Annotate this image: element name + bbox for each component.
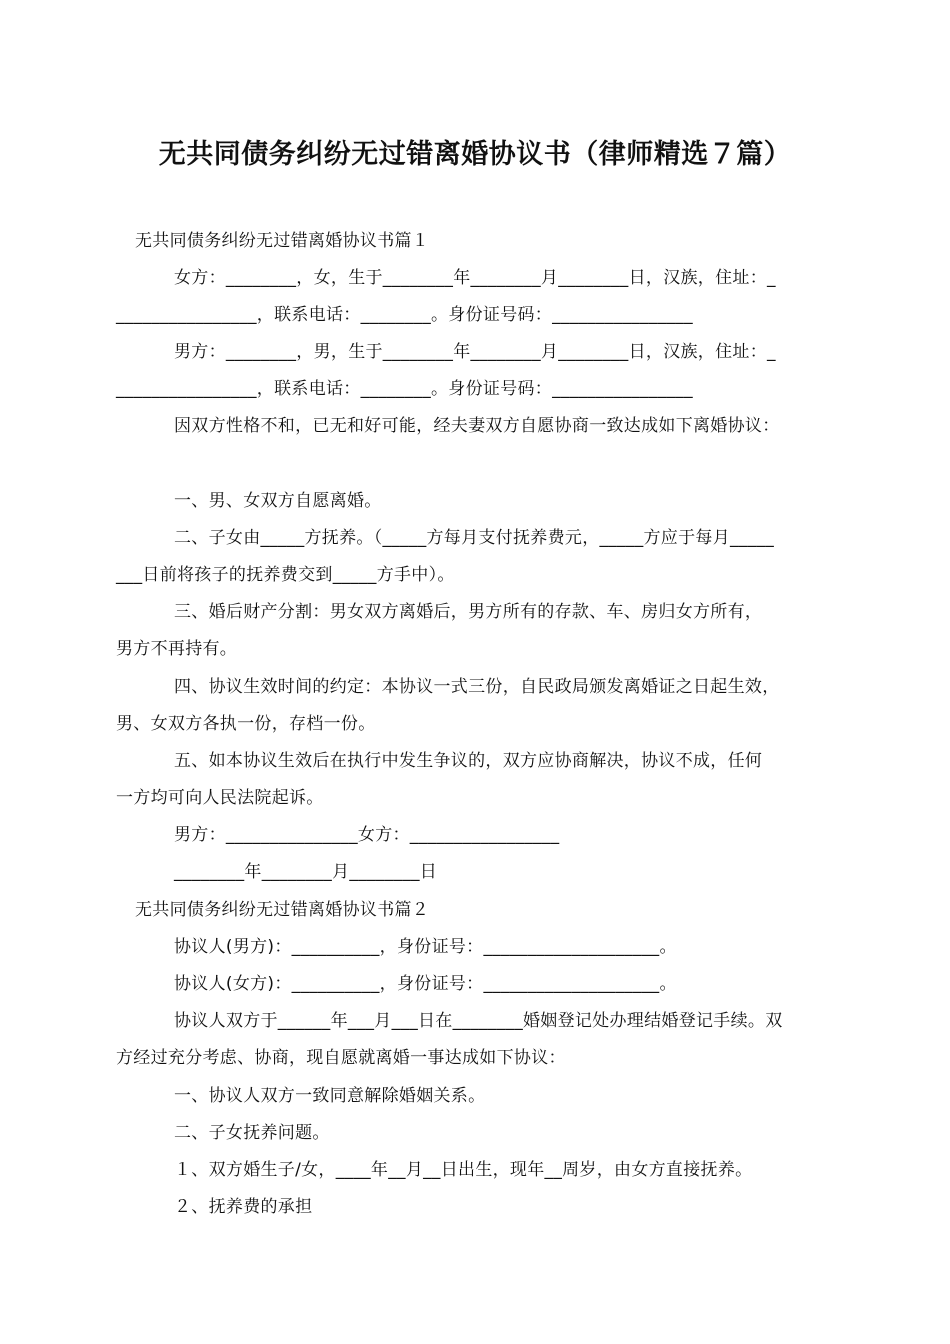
paragraph-line: 因双方性格不和，已无和好可能，经夫妻双方自愿协商一致达成如下离婚协议： [174, 416, 780, 436]
paragraph-line: 一、协议人双方一致同意解除婚姻关系。 [174, 1086, 486, 1106]
section-heading-2: 无共同债务纠纷无过错离婚协议书篇２ [135, 900, 430, 920]
paragraph-line: 二、子女抚养问题。 [174, 1123, 330, 1143]
paragraph-line: 方经过充分考虑、协商，现自愿就离婚一事达成如下协议： [116, 1048, 566, 1068]
paragraph-line: 女方：________，女，生于________年________月________日，汉族，住址：_ [174, 268, 776, 288]
paragraph-line: ___日前将孩子的抚养费交到_____方手中）。 [116, 565, 455, 585]
paragraph-line: 男方：________，男，生于________年________月________日，汉族，住址：_ [174, 342, 776, 362]
paragraph-line: 男、女双方各执一份，存档一份。 [116, 714, 376, 734]
paragraph-line: 四、协议生效时间的约定：本协议一式三份，自民政局颁发离婚证之日起生效， [174, 677, 780, 697]
document-title: 无共同债务纠纷无过错离婚协议书（律师精选７篇） [158, 139, 792, 170]
paragraph-line: 一、男、女双方自愿离婚。 [174, 491, 382, 511]
signature-line: 男方：_______________女方：_________________ [174, 825, 560, 845]
paragraph-line: 男方不再持有。 [116, 639, 238, 659]
paragraph-line: ２、抚养费的承担 [174, 1197, 313, 1217]
paragraph-line: 协议人双方于______年___月___日在________婚姻登记处办理结婚登记手续。双 [174, 1011, 783, 1031]
paragraph-line: 协议人(男方)：__________，身份证号：____________________。 [174, 937, 677, 957]
paragraph-line: 二、子女由_____方抚养。（_____方每月支付抚养费元，_____方应于每月_____ [174, 528, 774, 548]
paragraph-line: 五、如本协议生效后在执行中发生争议的，双方应协商解决，协议不成，任何 [174, 751, 763, 771]
paragraph-line: 一方均可向人民法院起诉。 [116, 788, 324, 808]
section-heading-1: 无共同债务纠纷无过错离婚协议书篇１ [135, 231, 430, 251]
paragraph-line: ________________，联系电话：________。身份证号码：________________ [116, 305, 693, 325]
paragraph-line: 三、婚后财产分割：男女双方离婚后，男方所有的存款、车、房归女方所有， [174, 602, 763, 622]
date-line: ________年________月________日 [174, 862, 438, 882]
paragraph-line: 协议人(女方)：__________，身份证号：____________________。 [174, 974, 677, 994]
paragraph-line: ________________，联系电话：________。身份证号码：________________ [116, 379, 693, 399]
paragraph-line: １、双方婚生子/女，____年__月__日出生，现年__周岁，由女方直接抚养。 [174, 1160, 753, 1180]
